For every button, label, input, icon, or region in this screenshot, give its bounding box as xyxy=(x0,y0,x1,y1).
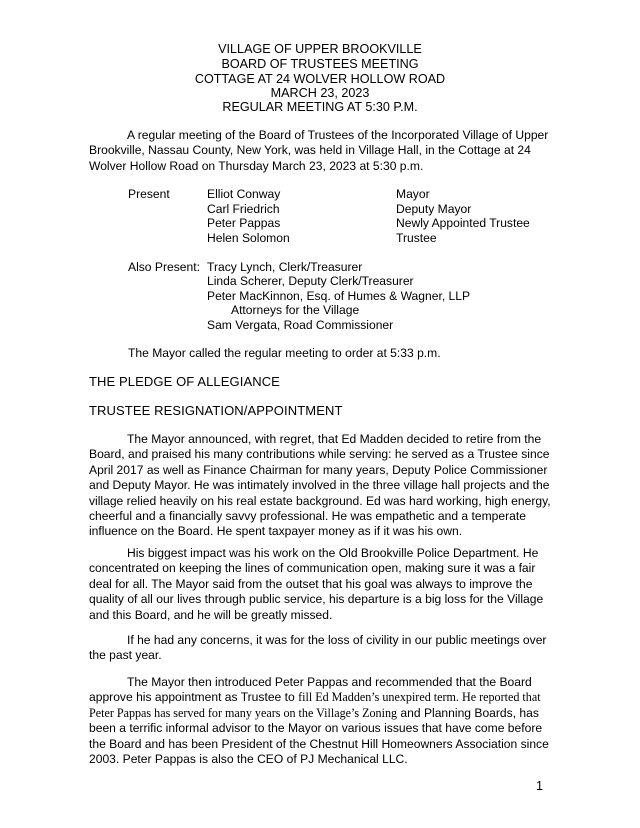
also-present-label: Also Present: xyxy=(128,260,200,274)
present-member-name: Carl Friedrich xyxy=(207,202,280,216)
present-member-title: Mayor xyxy=(396,187,430,201)
also-present-entry: Linda Scherer, Deputy Clerk/Treasurer xyxy=(207,274,414,288)
paragraph-civility: If he had any concerns, it was for the loss of civility in our public meetings over the past year. xyxy=(89,633,547,663)
present-member-name: Peter Pappas xyxy=(207,216,281,230)
also-present-entry: Sam Vergata, Road Commissioner xyxy=(207,318,394,332)
section-heading-resignation: TRUSTEE RESIGNATION/APPOINTMENT xyxy=(89,403,343,418)
header-date: MARCH 23, 2023 xyxy=(270,86,370,100)
header-village-name: VILLAGE OF UPPER BROOKVILLE xyxy=(218,42,422,56)
paragraph-police-department: His biggest impact was his work on the Old Brookville Police Department. He concentrated on keeping the lines of communication open, making sure it was a fair deal for all. The Mayor said from the outset that his goal was always to improve the quality of all our lives through public service, his departure is a big loss for the Village and this Board, and he will be greatly missed. xyxy=(89,546,544,622)
present-member-name: Elliot Conway xyxy=(207,187,281,201)
header-board-meeting: BOARD OF TRUSTEES MEETING xyxy=(221,57,419,71)
call-to-order: The Mayor called the regular meeting to order at 5:33 p.m. xyxy=(128,346,441,360)
paragraph-madden-retirement: The Mayor announced, with regret, that Ed Madden decided to retire from the Board, and praised his many contributions while serving: he served as a Trustee since April 2017 as well as Finance Chairman for many years, Deputy Police Commissioner and Deputy Mayor. He was intimately involved in the three village hall projects and the village relied heavily on his real estate background. Ed was hard working, high energy, cheerful and a financially savvy professional. He was empathetic and a temperate influence on the Board. He spent taxpayer money as if it was his own. xyxy=(89,432,551,539)
header-meeting-time: REGULAR MEETING AT 5:30 P.M. xyxy=(222,100,418,114)
paragraph-pappas-appointment: The Mayor then introduced Peter Pappas and recommended that the Board approve his appointment as Trustee to fill Ed Madden’s unexpired term. He reported that Peter Pappas has served for many years on the Village’s Zoning and Planning Boards, has been a terrific informal advisor to the Mayor on various issues that have come before the Board and has been President of the Chestnut Hill Homeowners Association since 2003. Peter Pappas is also the CEO of PJ Mechanical LLC. xyxy=(89,675,549,767)
present-member-name: Helen Solomon xyxy=(207,231,290,245)
also-present-entry: Attorneys for the Village xyxy=(231,303,360,317)
present-member-title: Trustee xyxy=(396,231,437,245)
page-number: 1 xyxy=(536,779,543,793)
section-heading-pledge: THE PLEDGE OF ALLEGIANCE xyxy=(89,374,280,389)
present-member-title: Deputy Mayor xyxy=(396,202,472,216)
also-present-entry: Peter MacKinnon, Esq. of Humes & Wagner, LLP xyxy=(207,289,471,303)
present-member-title: Newly Appointed Trustee xyxy=(396,216,530,230)
also-present-entry: Tracy Lynch, Clerk/Treasurer xyxy=(207,260,363,274)
intro-paragraph: A regular meeting of the Board of Trustees of the Incorporated Village of Upper Brookville, Nassau County, New York, was held in Village Hall, in the Cottage at 24 Wolver Hollow Road on Thursday March 23, 2023 at 5:30 p.m. xyxy=(89,128,549,173)
present-label: Present xyxy=(128,187,170,201)
header-location: COTTAGE AT 24 WOLVER HOLLOW ROAD xyxy=(194,72,446,86)
